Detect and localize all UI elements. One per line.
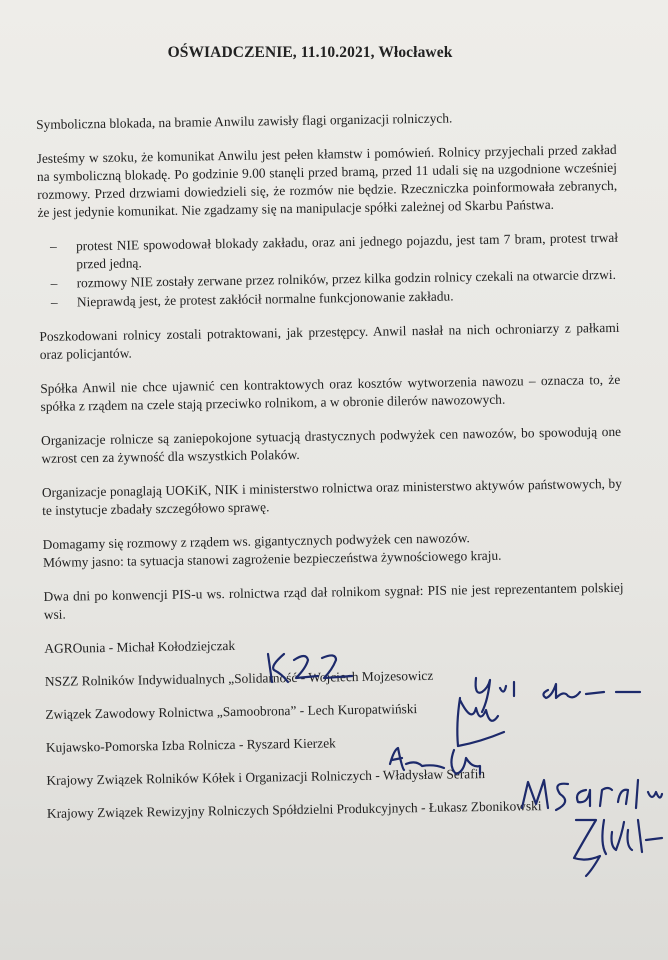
signer-rewizyjny: Krajowy Związek Rewizyjny Rolniczych Spółdzielni Produkcyjnych - Łukasz Zbonikowski: [46, 798, 542, 821]
signer-agrounia: AGROunia - Michał Kołodziejczak: [44, 637, 236, 656]
document-body: [36, 107, 627, 838]
paragraph-pis: Dwa dni po konwencji PIS-u ws. rolnictwa rząd dał rolnikom sygnał: PIS nie jest reprezentantem polskiej wsi.: [43, 579, 624, 622]
signature-kierzek: [384, 744, 494, 780]
signer-nszz: NSZZ Rolników Indywidualnych „Solidarność - Wojciech Mojzesowicz: [44, 667, 434, 689]
signature-kolodziejczak: [262, 648, 362, 688]
intro-paragraph: Symboliczna blokada, na bramie Anwilu zawisły flagi organizacji rolniczych.: [36, 110, 453, 132]
signer-kujawsko-pomorska: Kujawsko-Pomorska Izba Rolnicza - Ryszard Kierzek: [45, 735, 336, 755]
paragraph-anwil-prices: Spółka Anwil nie chce ujawnić cen kontraktowych oraz kosztów wytworzenia nawozu – oznacza to, że spółka z rządem na czele stają przeciwko rolnikom, a w obronie dilerów nawozowych.: [40, 371, 621, 414]
paragraph-institutions: Organizacje ponaglają UOKiK, NIK i ministerstwo rolnictwa oraz ministerstwo aktywów państwowych, by te instytucje zbadały szczegółowo sprawę.: [41, 475, 622, 518]
paragraph-concern: Organizacje rolnicze są zaniepokojone sytuacją drastycznych podwyżek cen nawozów, bo spowodują one wzrost cen za żywność dla wszystkich Polaków.: [40, 423, 622, 466]
document-title: OŚWIADCZENIE, 11.10.2021, Włocławek: [167, 44, 453, 61]
bullet-item: – protest NIE spowodował blokady zakładu, oraz ani jednego pojazdu, jest tam 7 bram, protest trwał przed jedną.: [38, 229, 618, 274]
bullet-list: [38, 229, 619, 312]
paragraph-shock: Jesteśmy w szoku, że komunikat Anwilu jest pełen kłamstw i pomówień. Rolnicy przyjechali przed zakład na symboliczną blokadę. Po godzinie 9.00 stanęli przed bramą, przed 11 udali się na uzgodnione wcześniej rozmowy. Przed drzwiami dowiedzieli się, że rozmów nie będzie. Rzeczniczka poinformowała zebranych, że jest jedynie komunikat. Nie zgadzamy się na manipulacje spółki zależnej od Skarbu Państwa.: [36, 141, 618, 220]
paragraph-demand: Domagamy się rozmowy z rządem ws. gigantycznych podwyżek cen nawozów.: [42, 530, 470, 552]
paragraph-food-security: Mówmy jasno: ta sytuacja stanowi zagrożenie bezpieczeństwa żywnościowego kraju.: [42, 547, 502, 570]
signer-samoobrona: Związek Zawodowy Rolnictwa „Samoobrona” - Lech Kuropatwiński: [45, 701, 418, 722]
paragraph-victims: Poszkodowani rolnicy zostali potraktowani, jak przestępcy. Anwil nasłał na nich ochroniarzy z pałkami oraz policjantów.: [39, 319, 620, 362]
bullet-item: – Nieprawdą jest, że protest zakłócił normalne funkcjonowanie zakładu.: [39, 285, 619, 312]
signature-zbonikowski: [566, 810, 666, 880]
signer-kolek: Krajowy Związek Rolników Kółek i Organizacji Rolniczych - Władysław Serafin: [46, 766, 486, 788]
bullet-item: – rozmowy NIE zostały zerwane przez rolników, przez kilka godzin rolnicy czekali na otwarcie drzwi.: [38, 266, 618, 293]
